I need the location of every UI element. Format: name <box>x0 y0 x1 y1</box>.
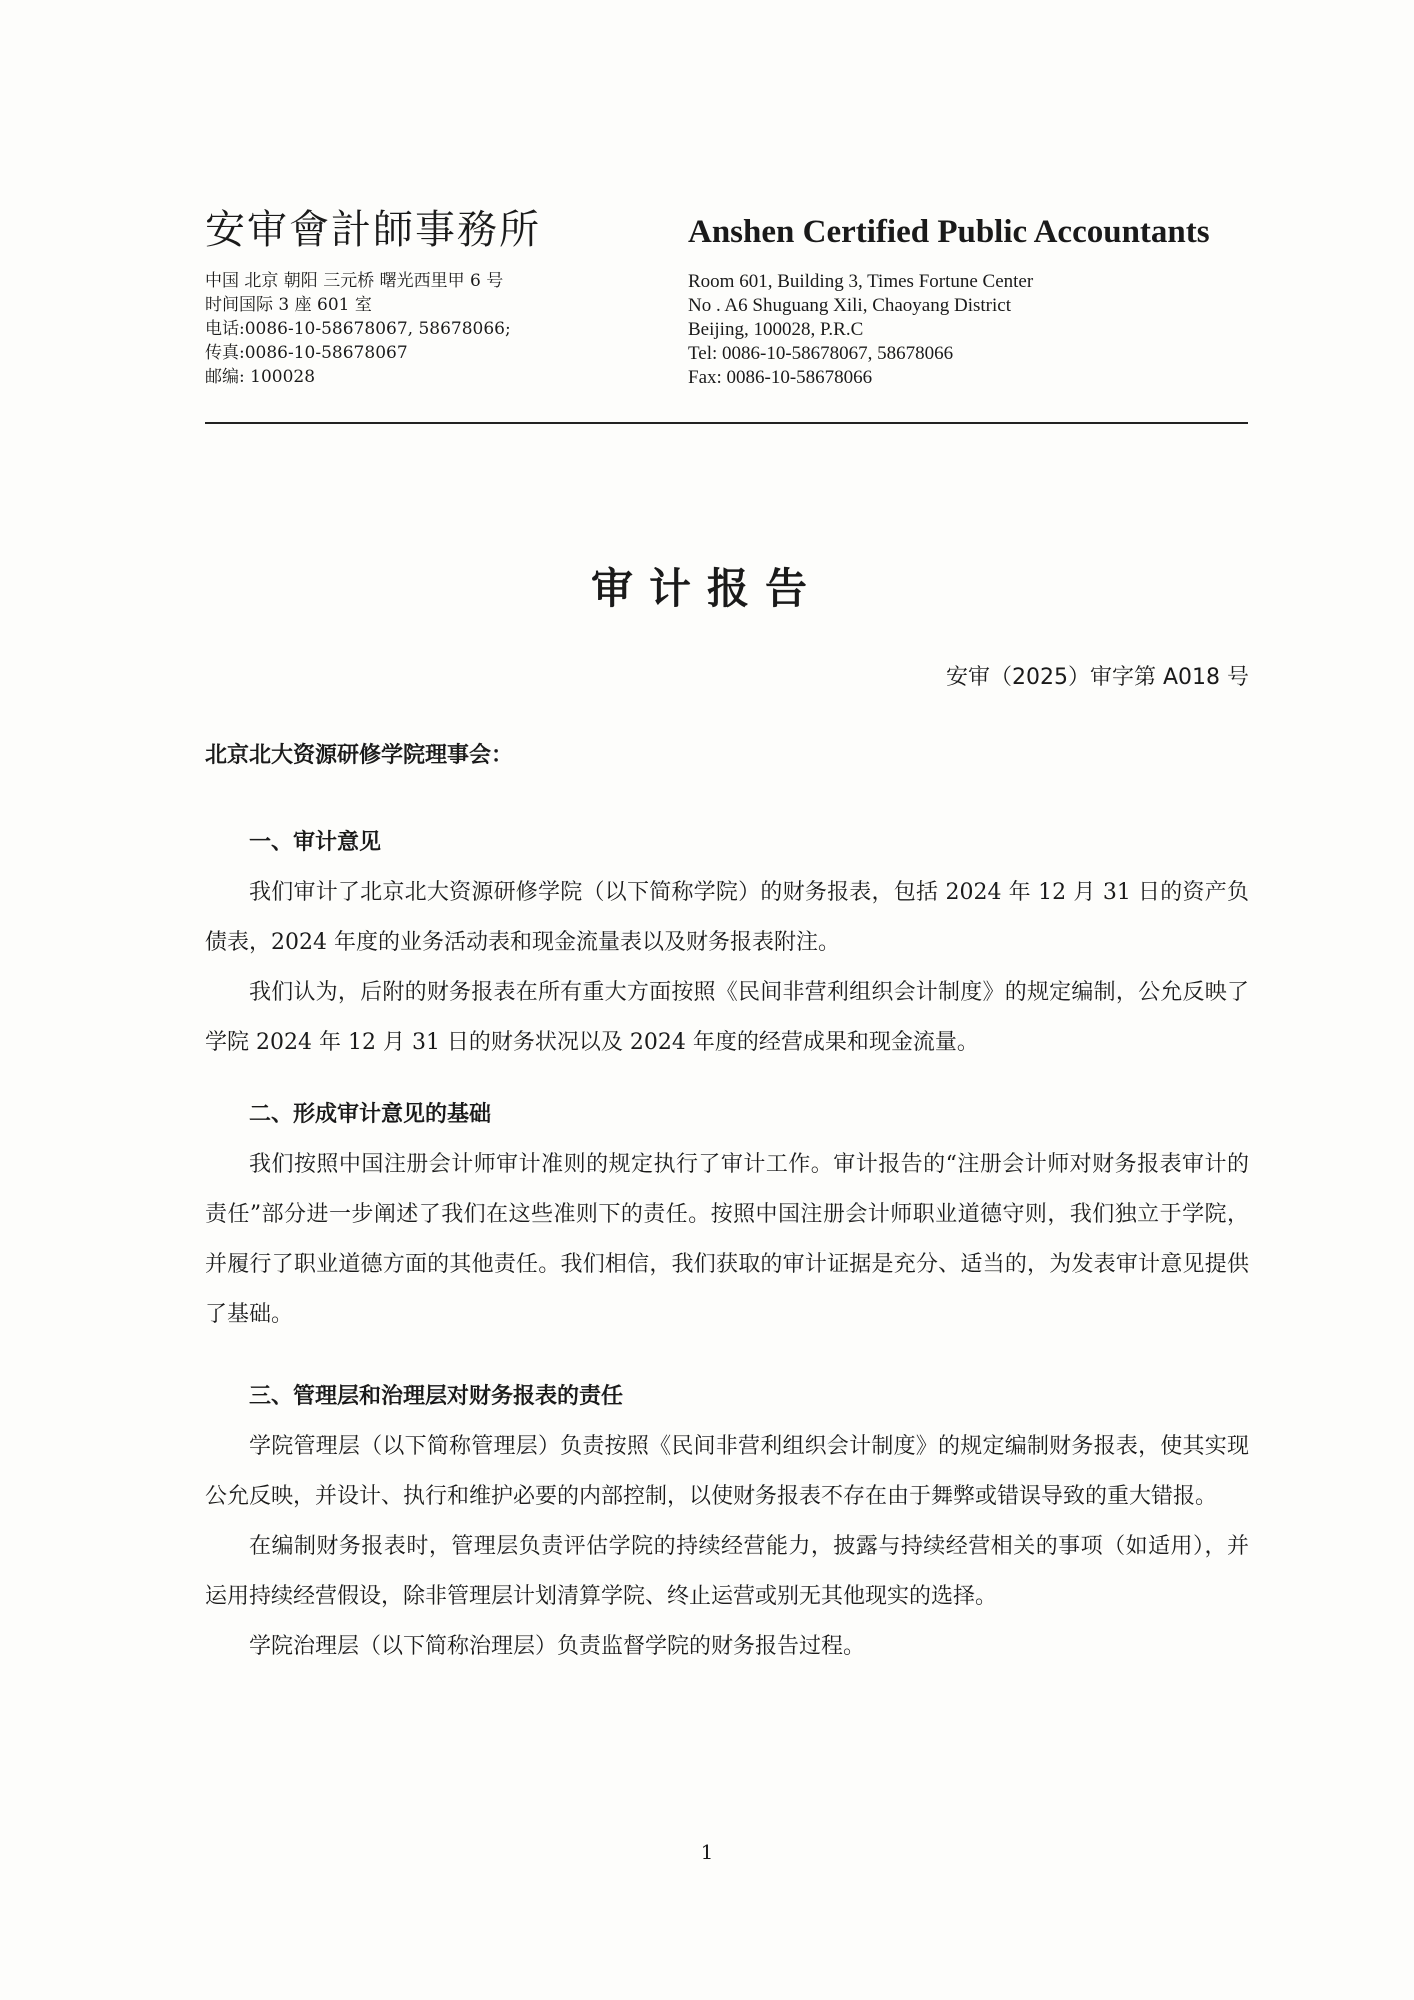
section-paragraph: 我们审计了北京北大资源研修学院（以下简称学院）的财务报表，包括 2024 年 12 月 31 日的资产负债表，2024 年度的业务活动表和现金流量表以及财务报表附注。 <box>205 880 1249 955</box>
letterhead-divider <box>205 422 1248 424</box>
letterhead-english <box>688 210 1248 390</box>
address-en-line: Beijing, 100028, P.R.C <box>688 319 864 340</box>
section-management-responsibility <box>205 1372 1249 1672</box>
section-paragraph: 我们认为，后附的财务报表在所有重大方面按照《民间非营利组织会计制度》的规定编制，公允反映了学院 2024 年 12 月 31 日的财务状况以及 2024 年度的经营成果和现金流量。 <box>205 980 1249 1055</box>
section-basis-for-opinion <box>205 1090 1249 1340</box>
firm-name-english: Anshen Certified Public Accountants <box>688 214 1210 250</box>
address-en-line: Room 601, Building 3, Times Fortune Center <box>688 271 1034 292</box>
address-cn-line: 电话:0086-10-58678067, 58678066; <box>205 319 511 339</box>
section-paragraph: 在编制财务报表时，管理层负责评估学院的持续经营能力，披露与持续经营相关的事项（如适用），并运用持续经营假设，除非管理层计划清算学院、终止运营或别无其他现实的选择。 <box>205 1534 1249 1609</box>
section-heading: 二、形成审计意见的基础 <box>249 1102 492 1127</box>
address-cn-line: 时间国际 3 座 601 室 <box>205 295 372 315</box>
section-heading: 一、审计意见 <box>249 830 382 855</box>
firm-name-chinese: 安审會計師事務所 <box>205 207 541 253</box>
address-en-line: No . A6 Shuguang Xili, Chaoyang District <box>688 295 1011 316</box>
section-paragraph: 学院管理层（以下简称管理层）负责按照《民间非营利组织会计制度》的规定编制财务报表，使其实现公允反映，并设计、执行和维护必要的内部控制，以使财务报表不存在由于舞弊或错误导致的重大错报。 <box>205 1434 1249 1509</box>
address-chinese <box>205 269 665 389</box>
report-addressee: 北京北大资源研修学院理事会： <box>205 743 514 768</box>
address-cn-line: 传真:0086-10-58678067 <box>205 343 408 363</box>
letterhead-chinese <box>205 205 665 389</box>
address-en-line: Fax: 0086-10-58678066 <box>688 367 873 388</box>
report-number: 安审（2025）审字第 A018 号 <box>945 665 1249 690</box>
section-paragraph: 学院治理层（以下简称治理层）负责监督学院的财务报告过程。 <box>249 1634 866 1659</box>
section-heading: 三、管理层和治理层对财务报表的责任 <box>249 1384 624 1409</box>
address-cn-line: 邮编: 100028 <box>205 367 316 387</box>
section-audit-opinion <box>205 818 1249 1068</box>
address-english <box>688 270 1248 390</box>
page-number: 1 <box>700 1840 714 1864</box>
report-title: 审计报告 <box>590 564 823 613</box>
address-en-line: Tel: 0086-10-58678067, 58678066 <box>688 343 954 364</box>
section-paragraph: 我们按照中国注册会计师审计准则的规定执行了审计工作。审计报告的“注册会计师对财务报表审计的责任”部分进一步阐述了我们在这些准则下的责任。按照中国注册会计师职业道德守则，我们独立于学院，并履行了职业道德方面的其他责任。我们相信，我们获取的审计证据是充分、适当的，为发表审计意见提供了基础。 <box>205 1152 1249 1327</box>
address-cn-line: 中国 北京 朝阳 三元桥 曙光西里甲 6 号 <box>205 271 504 291</box>
